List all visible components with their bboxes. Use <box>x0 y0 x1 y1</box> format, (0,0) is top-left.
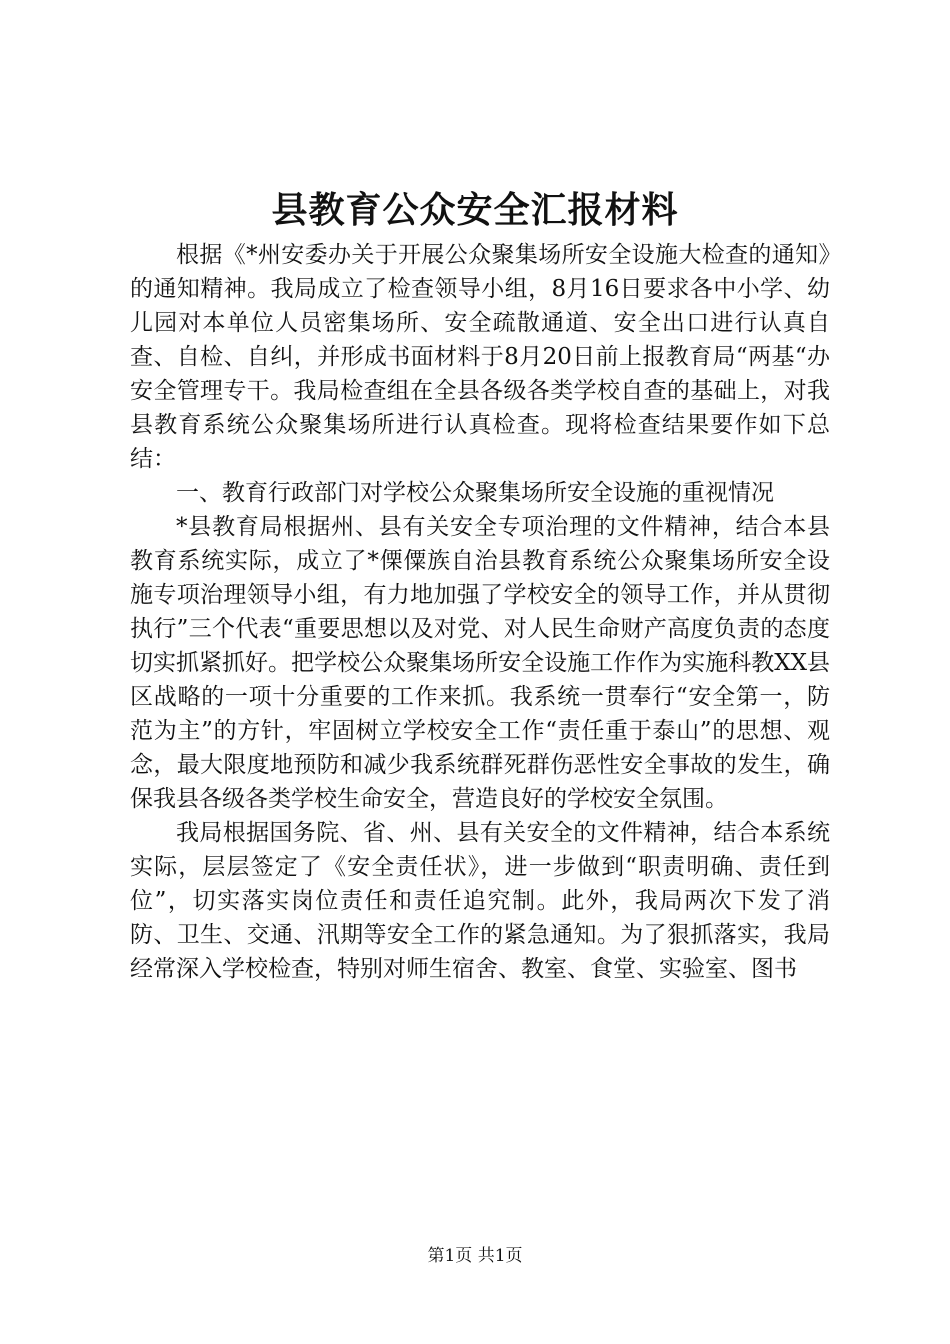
document-title: 县教育公众安全汇报材料 <box>271 189 679 231</box>
section-heading-1: 一、教育行政部门对学校公众聚集场所安全设施的重视情况 <box>176 480 774 506</box>
paragraph-intro: 根据《*州安委办关于开展公众聚集场所安全设施大检查的通知》的通知精神。我局成立了检查领导小组，8月16日要求各中小学、幼儿园对本单位人员密集场所、安全疏散通道、安全出口进行认真自查、自检、自纠，并形成书面材料于8月20日前上报教育局“两基“办安全管理专干。我局检查组在全县各级各类学校自查的基础上，对我县教育系统公众聚集场所进行认真检查。现将检查结果要作如下总结： <box>130 242 830 472</box>
paragraph-responsibility: 我局根据国务院、省、州、县有关安全的文件精神，结合本系统实际，层层签定了《安全责任状》，进一步做到“职责明确、责任到位”，切实落实岗位责任和责任追究制。此外，我局两次下发了消防、卫生、交通、汛期等安全工作的紧急通知。为了狠抓落实，我局经常深入学校检查，特别对师生宿舍、教室、食堂、实验室、图书 <box>130 820 830 982</box>
paragraph-section-1: *县教育局根据州、县有关安全专项治理的文件精神，结合本县教育系统实际，成立了*傈僳族自治县教育系统公众聚集场所安全设施专项治理领导小组，有力地加强了学校安全的领导工作，并从贯彻执行”三个代表“重要思想以及对党、对人民生命财产高度负责的态度切实抓紧抓好。把学校公众聚集场所安全设施工作作为实施科教XX县区战略的一项十分重要的工作来抓。我系统一贯奉行“安全第一，防范为主”的方针，牢固树立学校安全工作“责任重于泰山”的思想、观念，最大限度地预防和减少我系统群死群伤恶性安全事故的发生，确保我县各级各类学校生命安全，营造良好的学校安全氛围。 <box>130 514 830 812</box>
page-number-footer: 第1页 共1页 <box>427 1246 523 1266</box>
document-body <box>130 238 830 986</box>
